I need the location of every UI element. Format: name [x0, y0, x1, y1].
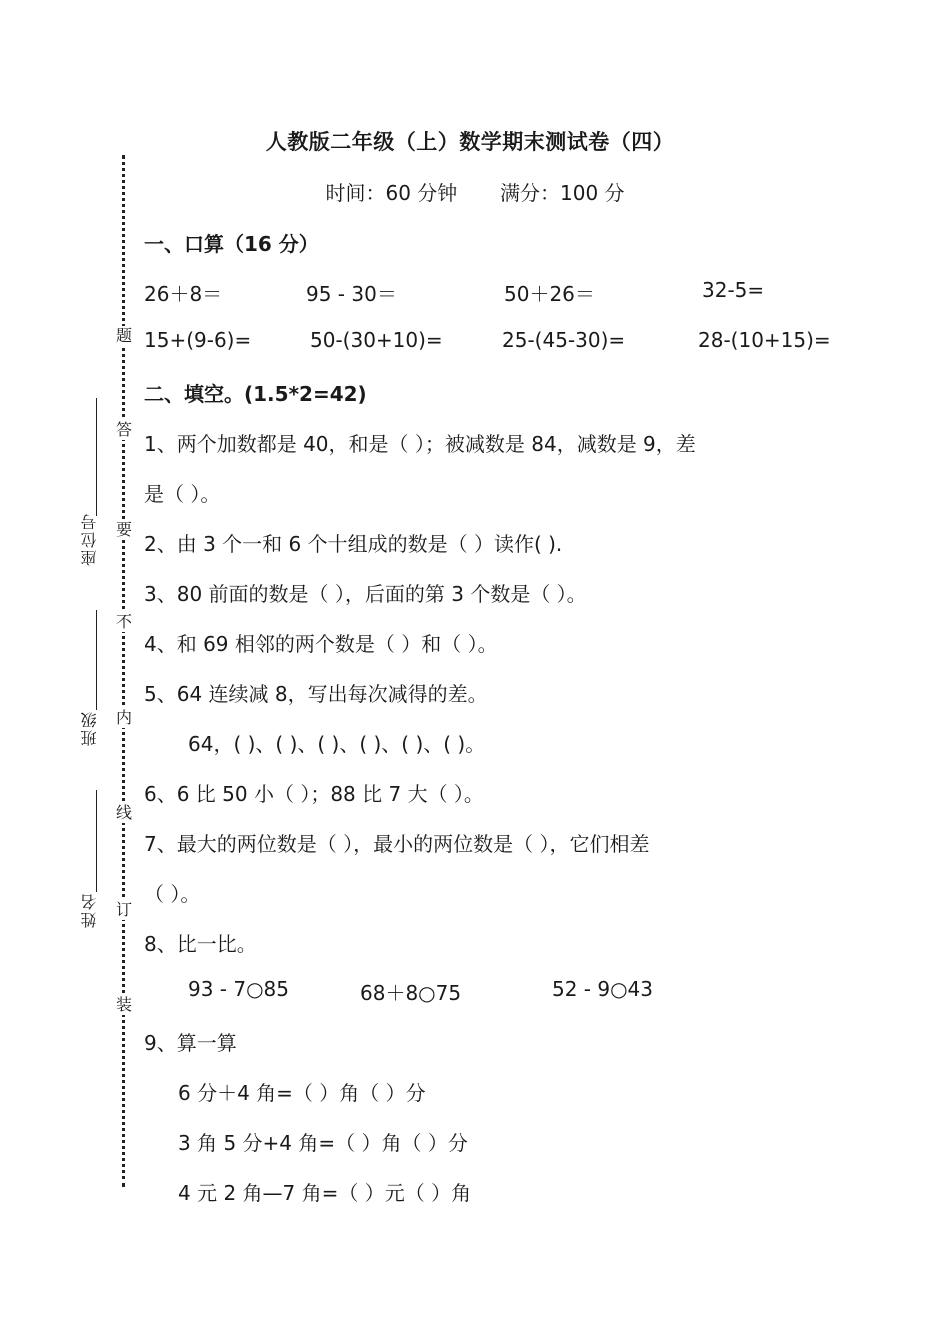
question-7: 7、最大的两位数是（ ），最小的两位数是（ ），它们相差: [144, 832, 650, 856]
class-label: 班级: [80, 710, 99, 746]
question-7-cont: （ ）。: [144, 882, 201, 906]
seat-number-label: 座位号: [80, 512, 99, 566]
money-problem: 4 元 2 角—7 角=（ ）元（ ）角: [178, 1181, 472, 1205]
section-heading-oral: 一、口算（16 分）: [144, 232, 319, 256]
question-6: 6、6 比 50 小（ ）；88 比 7 大（ ）。: [144, 782, 484, 806]
question-5-answers: 64，( )、( )、( )、( )、( )、( )。: [188, 732, 486, 756]
oral-problem: 26＋8＝: [144, 282, 223, 306]
question-1-cont: 是（ ）。: [144, 482, 221, 506]
compare-item: 52 - 9○43: [552, 977, 654, 1001]
binding-dotted-line: [122, 155, 125, 1187]
binding-char: 内: [113, 708, 135, 728]
binding-char: 题: [113, 326, 135, 346]
binding-char: 不: [113, 612, 135, 632]
question-1: 1、两个加数都是 40，和是（ ）；被减数是 84，减数是 9，差: [144, 432, 696, 456]
binding-char: 线: [113, 803, 135, 823]
oral-problem: 50-(30+10)=: [310, 328, 443, 352]
oral-problem: 28-(10+15)=: [698, 328, 831, 352]
money-problem: 3 角 5 分+4 角=（ ）角（ ）分: [178, 1131, 468, 1155]
question-5: 5、64 连续减 8，写出每次减得的差。: [144, 682, 488, 706]
binding-char: 订: [113, 900, 135, 920]
name-line: [96, 790, 97, 892]
question-8: 8、比一比。: [144, 932, 257, 956]
full-score: 满分：100 分: [500, 181, 625, 205]
binding-char: 答: [113, 420, 135, 440]
oral-problem: 15+(9-6)=: [144, 328, 252, 352]
question-9: 9、算一算: [144, 1031, 237, 1055]
binding-char: 装: [113, 995, 135, 1015]
oral-problem: 50＋26＝: [504, 282, 595, 306]
question-2: 2、由 3 个一和 6 个十组成的数是（ ）读作( ).: [144, 532, 563, 556]
section-heading-fill: 二、填空。(1.5*2=42): [144, 382, 367, 406]
question-3: 3、80 前面的数是（ ），后面的第 3 个数是（ ）。: [144, 582, 587, 606]
class-line: [96, 610, 97, 710]
question-4: 4、和 69 相邻的两个数是（ ）和（ ）。: [144, 632, 498, 656]
seat-number-line: [96, 398, 97, 516]
oral-problem: 25-(45-30)=: [502, 328, 626, 352]
exam-info: [0, 177, 950, 206]
binding-char: 要: [113, 520, 135, 540]
compare-item: 93 - 7○85: [188, 977, 290, 1001]
time-limit: 时间：60 分钟: [325, 181, 458, 205]
compare-item: 68＋8○75: [360, 981, 462, 1005]
money-problem: 6 分＋4 角=（ ）角（ ）分: [178, 1081, 426, 1105]
oral-problem: 32-5=: [702, 278, 765, 302]
name-label: 姓名: [80, 892, 99, 928]
oral-problem: 95 - 30＝: [306, 282, 397, 306]
page-title: 人教版二年级（上）数学期末测试卷（四）: [265, 130, 675, 154]
